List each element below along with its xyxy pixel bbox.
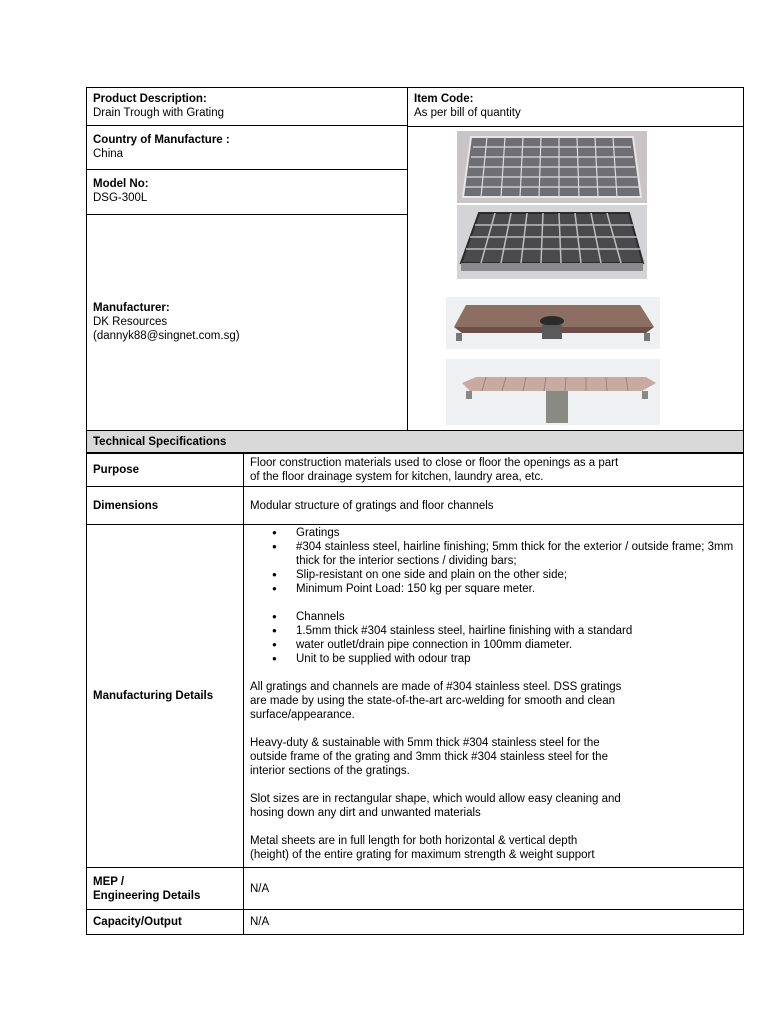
list-item: ● 1.5mm thick #304 stainless steel, hairline finishing with a standard (296, 624, 737, 638)
manufacturer-name: DK Resources (93, 316, 168, 328)
manufacturer-email: (dannyk88@singnet.com.sg) (93, 330, 240, 342)
list-item: ● #304 stainless steel, hairline finishing; 5mm thick for the exterior / outside frame; 3mm thick for the interior sections / dividing bars; (296, 540, 737, 568)
paragraph-metal-sheets: Metal sheets are in full length for both horizontal & vertical depth (height) of the entire grating for maximum strength & weight support (250, 835, 595, 861)
list-item: ● Slip-resistant on one side and plain on the other side; (296, 568, 737, 582)
model-label: Model No: (93, 178, 149, 190)
capacity-value: N/A (244, 910, 744, 935)
manufacturing-details-row (87, 525, 744, 868)
specifications-table (86, 453, 744, 935)
paragraph-heavy-duty: Heavy-duty & sustainable with 5mm thick #304 stainless steel for the outside frame of the grating and 3mm thick #304 stainless steel for the interior sections of the gratings. (250, 737, 608, 777)
capacity-label: Capacity/Output (87, 910, 244, 935)
product-description-label: Product Description: (93, 93, 207, 105)
model-value: DSG-300L (93, 192, 148, 204)
product-description-cell (87, 88, 407, 126)
purpose-value (244, 454, 744, 487)
manufacturer-cell (87, 215, 407, 430)
item-code-cell (408, 88, 743, 126)
list-item: ● water outlet/drain pipe connection in 100mm diameter. (296, 638, 737, 652)
paragraph-slot-sizes: Slot sizes are in rectangular shape, which would allow easy cleaning and hosing down any dirt and unwanted materials (250, 793, 621, 819)
purpose-row (87, 454, 744, 487)
spec-sheet (86, 87, 744, 935)
product-info-left-column (87, 88, 408, 430)
product-description-value: Drain Trough with Grating (93, 107, 225, 119)
manufacturer-label: Manufacturer: (93, 302, 170, 314)
mep-value: N/A (244, 868, 744, 910)
channels-list (250, 610, 737, 666)
list-item: ● Minimum Point Load: 150 kg per square meter. (296, 582, 737, 596)
list-item: ● Gratings (296, 526, 737, 540)
country-value: China (93, 148, 124, 160)
item-code-label: Item Code: (414, 93, 474, 105)
purpose-line-1: Floor construction materials used to close or floor the openings as a part (250, 457, 619, 469)
country-cell (87, 126, 407, 170)
gratings-list (250, 526, 737, 596)
product-images (408, 126, 743, 430)
capacity-row (87, 910, 744, 935)
model-cell (87, 170, 407, 215)
list-item: ● Unit to be supplied with odour trap (296, 652, 737, 666)
purpose-label: Purpose (87, 454, 244, 487)
grating-top-view-image (457, 131, 647, 203)
technical-specifications-header: Technical Specifications (86, 431, 744, 453)
paragraph-materials: All gratings and channels are made of #304 stainless steel. DSS gratings are made by using the state-of-the-art arc-welding for smooth and clean surface/appearance. (250, 681, 622, 721)
dimensions-value: Modular structure of gratings and floor channels (244, 487, 744, 525)
dimensions-row (87, 487, 744, 525)
manufacturing-details-value (244, 525, 744, 868)
list-item: ● Channels (296, 610, 737, 624)
mep-row (87, 868, 744, 910)
purpose-line-2: of the floor drainage system for kitchen, laundry area, etc. (250, 471, 544, 483)
manufacturing-details-label: Manufacturing Details (87, 525, 244, 868)
mep-label: MEP / Engineering Details (87, 868, 244, 910)
dimensions-label: Dimensions (87, 487, 244, 525)
grating-angled-image (457, 205, 647, 279)
country-label: Country of Manufacture : (93, 134, 230, 146)
channel-trough-image (446, 297, 660, 349)
item-code-value: As per bill of quantity (414, 107, 521, 119)
channel-with-grating-image (446, 359, 660, 425)
product-info-block (86, 87, 744, 431)
